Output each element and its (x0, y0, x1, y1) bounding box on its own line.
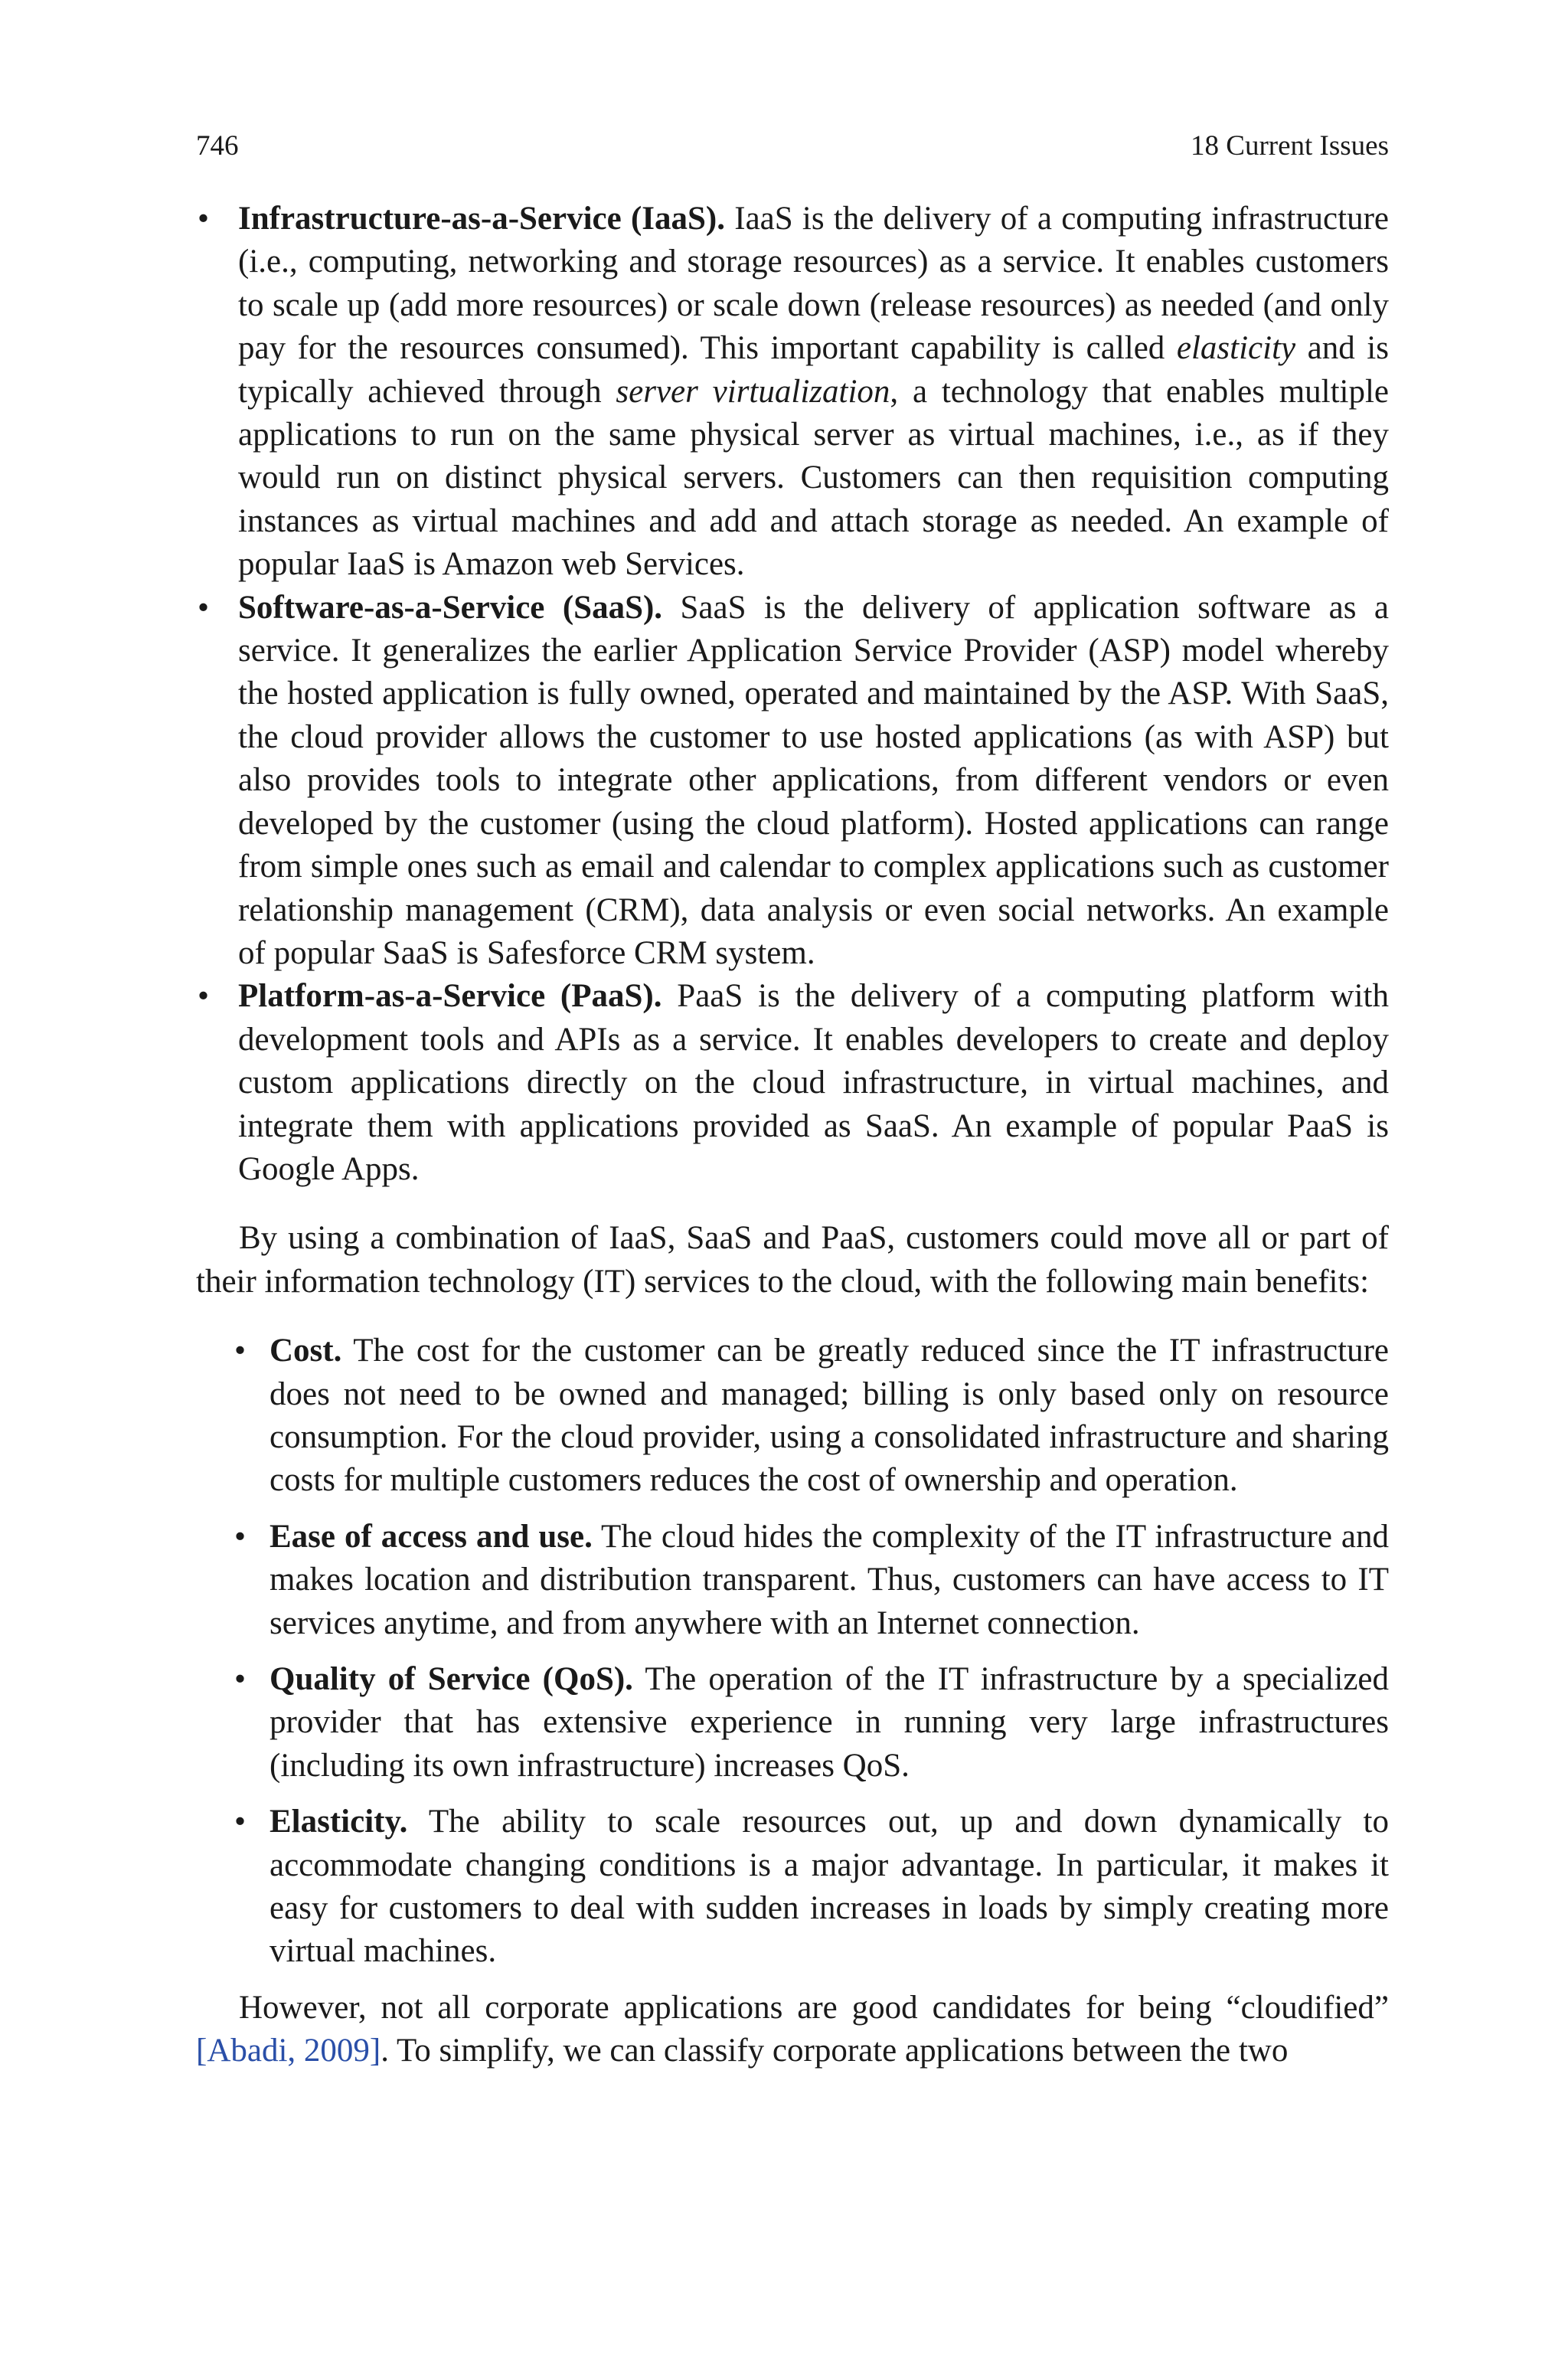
term-iaas: Infrastructure-as-a-Service (IaaS). (238, 201, 726, 237)
list-item-qos (233, 1658, 1389, 1788)
bullet-icon: • (234, 1804, 247, 1840)
iaas-text-b: and is typically achieved through (238, 330, 1389, 410)
list-item-ease-of-access (233, 1516, 1389, 1645)
term-paas: Platform-as-a-Service (PaaS). (238, 978, 662, 1015)
elasticity-text: The ability to scale resources out, up and down dynamically to accommodate changing conditions is a major advantage. In particular, it makes it easy for customers to deal with sudden increases in loads by simply creating more virtual machines. (270, 1804, 1389, 1970)
bullet-icon: • (234, 1661, 247, 1697)
bullet-icon: • (198, 201, 210, 237)
bullet-icon: • (198, 978, 210, 1015)
term-cost: Cost. (270, 1333, 342, 1369)
term-ease-of-access: Ease of access and use. (270, 1518, 593, 1555)
emphasis-server-virtualization: server virtualization (616, 373, 890, 410)
page-body (196, 198, 1389, 2073)
intro-paragraph: By using a combination of IaaS, SaaS and PaaS, customers could move all or part of their information technology (IT) services to the cloud, with the following main benefits: (196, 1220, 1389, 1300)
paas-text: PaaS is the delivery of a computing platform with development tools and APIs as a service. It enables developers to create and deploy custom applications directly on the cloud infrastructure, in virtual machines, and integrate them with applications provided as SaaS. An example of popular PaaS is Google Apps. (238, 978, 1389, 1187)
list-item-elasticity (233, 1801, 1389, 1974)
bullet-icon: • (198, 589, 210, 626)
emphasis-elasticity: elasticity (1176, 330, 1296, 367)
ease-text: The cloud hides the complexity of the IT infrastructure and makes location and distribution transparent. Thus, customers can have access to IT services anytime, and from anywhere with an Internet connection. (270, 1518, 1390, 1641)
qos-text: The operation of the IT infrastructure by a specialized provider that has extensive experience in running very large infrastructures (including its own infrastructure) increases QoS. (270, 1661, 1389, 1784)
list-item-paas (196, 975, 1389, 1191)
cost-text: The cost for the customer can be greatly reduced since the IT infrastructure does not need to be owned and managed; billing is only based only on resource consumption. For the cloud provider, using a consolidated infrastructure and sharing costs for multiple customers reduces the cost of ownership and operation. (270, 1333, 1389, 1499)
closing-text-b: . To simplify, we can classify corporate applications between the two (381, 2033, 1289, 2069)
list-item-iaas (196, 198, 1389, 587)
saas-text: SaaS is the delivery of application software as a service. It generalizes the earlier Application Service Provider (ASP) model whereby the hosted application is fully owned, operated and maintained by the ASP. With SaaS, the cloud provider allows the customer to use hosted applications (as with ASP) but also provides tools to integrate other applications, from different vendors or even developed by the customer (using the cloud platform). Hosted applications can range from simple ones such as email and calendar to complex applications such as customer relationship management (CRM), data analysis or even social networks. An example of popular SaaS is Safesforce CRM system. (238, 589, 1389, 971)
term-saas: Software-as-a-Service (SaaS). (238, 589, 663, 626)
iaas-text-c: , a technology that enables multiple applications to run on the same physical server as virtual machines, i.e., as if they would run on distinct physical servers. Customers can then requisition computing instances as virtual machines and add and attach storage as needed. An example of popular IaaS is Amazon web Services. (238, 373, 1390, 583)
term-elasticity: Elasticity. (270, 1804, 408, 1840)
page-number: 746 (196, 130, 239, 162)
list-item-saas (196, 587, 1389, 976)
bullet-icon: • (234, 1333, 247, 1369)
term-qos: Quality of Service (QoS). (270, 1661, 633, 1697)
closing-text-a: However, not all corporate applications are good candidates for being “cloudified” (239, 1989, 1389, 2026)
citation-link[interactable]: [Abadi, 2009] (196, 2033, 381, 2069)
closing-paragraph (196, 1987, 1389, 2073)
bullet-icon: • (234, 1518, 247, 1555)
page-header (196, 127, 1389, 165)
service-model-list (196, 198, 1389, 1191)
list-item-cost (233, 1330, 1389, 1503)
benefits-list (196, 1330, 1389, 1974)
iaas-text-a: IaaS is the delivery of a computing infrastructure (i.e., computing, networking and storage resources) as a service. It enables customers to scale up (add more resources) or scale down (release resources) as needed (and only pay for the resources consumed). This important capability is called (238, 201, 1389, 367)
running-title: 18 Current Issues (1191, 130, 1389, 162)
